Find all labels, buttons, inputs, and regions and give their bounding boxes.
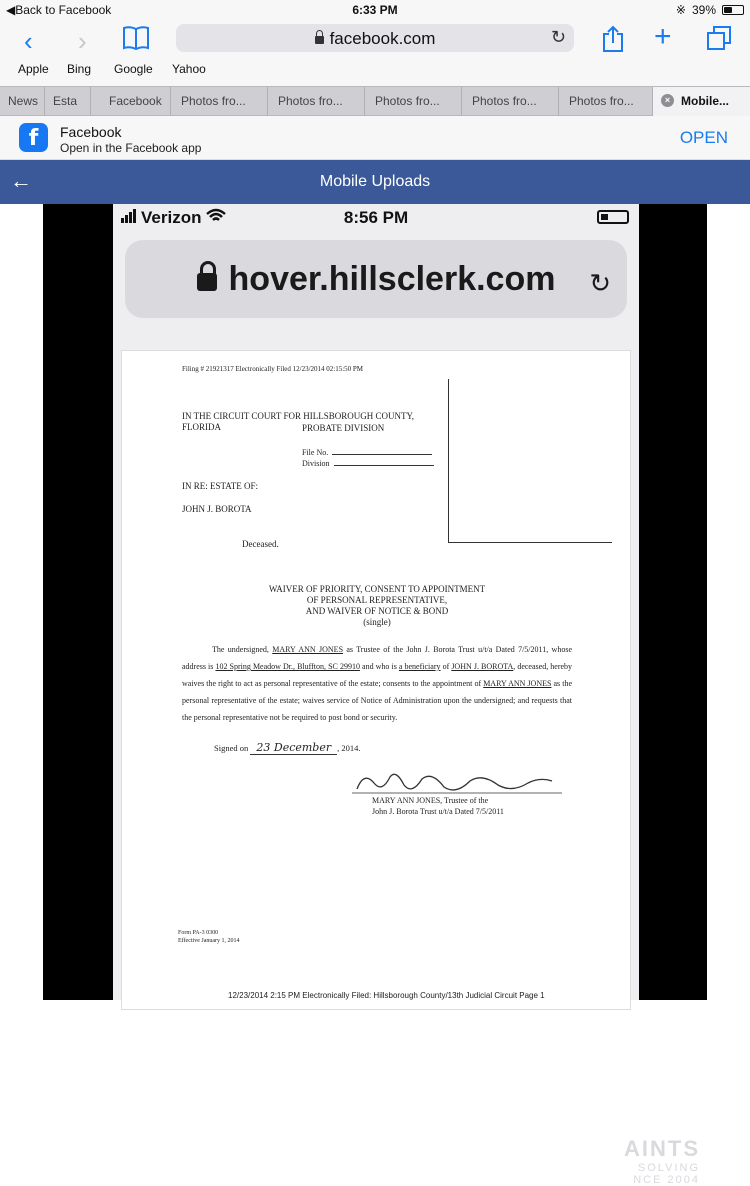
tab-photos-3[interactable]: Photos fro... — [365, 87, 462, 116]
new-tab-icon[interactable]: + — [654, 20, 672, 53]
heading-line4: (single) — [363, 617, 391, 627]
phone-url: hover.hillsclerk.com — [228, 260, 556, 298]
watermark-line3: NCE 2004 — [633, 1174, 700, 1186]
body-decedent: JOHN J. BOROTA — [451, 662, 514, 671]
app-banner-subtitle: Open in the Facebook app — [60, 141, 202, 155]
battery-percent: 39% — [691, 3, 716, 17]
body-part-2: as Trustee of the John J. Borota Trust u/t/a Dated 7/5/2011, whose address is — [182, 645, 572, 671]
signed-on-line — [214, 741, 360, 754]
body-part-6: as the personal representative of the estate; waives service of Notice of Administration upon the undersigned; and requests that the personal representative not be required to post bond or security. — [182, 679, 572, 722]
photo-viewer — [0, 204, 750, 1186]
back-to-app-link[interactable]: ◀Back to Facebook — [6, 3, 112, 17]
file-number-fields — [302, 447, 434, 469]
probate-division: PROBATE DIVISION — [302, 423, 385, 433]
forward-chevron-icon[interactable]: › — [78, 26, 87, 56]
body-appointee-name: MARY ANN JONES — [483, 679, 552, 688]
tab-photos-2[interactable]: Photos fro... — [268, 87, 365, 116]
app-banner — [0, 116, 750, 160]
bluetooth-icon: ※ — [675, 3, 686, 17]
filing-stamp: Filing # 21921317 Electronically Filed 12/23/2014 02:15:50 PM — [182, 365, 364, 373]
battery-fill — [724, 7, 732, 13]
tab-bar — [0, 86, 750, 116]
file-no-line — [332, 447, 432, 455]
phone-address-bar — [125, 240, 627, 318]
tab-photos-1[interactable]: Photos fro... — [171, 87, 268, 116]
court-caption-line1: IN THE CIRCUIT COURT FOR HILLSBOROUGH COUNTY, — [182, 411, 415, 421]
facebook-header — [0, 160, 750, 204]
body-address: 102 Spring Meadow Dr., Bluffton, SC 29910 — [215, 662, 360, 671]
division-line — [334, 458, 434, 466]
signature-line1: MARY ANN JONES, Trustee of the — [372, 796, 489, 805]
file-no-row — [302, 447, 434, 458]
phone-battery-icon — [597, 210, 629, 224]
bookmarks-icon[interactable] — [122, 25, 150, 56]
close-tab-icon[interactable]: × — [661, 94, 674, 107]
app-banner-name: Facebook — [60, 124, 122, 140]
form-line1: Form PA-3 0300 — [178, 930, 219, 936]
phone-time: 8:56 PM — [343, 208, 409, 227]
open-in-app-button[interactable]: OPEN — [679, 128, 728, 147]
phone-carrier-name: Verizon — [141, 208, 202, 227]
reload-icon[interactable]: ↻ — [550, 27, 566, 47]
signed-year: , 2014. — [337, 743, 361, 753]
waiver-body-text — [182, 641, 572, 726]
favorite-apple[interactable]: Apple — [18, 62, 49, 76]
status-right — [676, 3, 744, 17]
address-bar[interactable] — [176, 24, 574, 52]
watermark-logo — [624, 1136, 700, 1186]
phone-lock-icon — [197, 273, 217, 291]
decedent-name: JOHN J. BOROTA — [182, 504, 252, 514]
heading-line3: AND WAIVER OF NOTICE & BOND — [305, 606, 449, 616]
phone-reload-icon: ↻ — [589, 268, 611, 298]
tab-facebook[interactable]: Facebook — [91, 87, 171, 116]
battery-icon — [722, 5, 744, 15]
court-caption-line2: FLORIDA — [182, 422, 222, 432]
uploaded-photo[interactable] — [43, 204, 707, 1000]
body-part-3: and who is — [359, 662, 399, 671]
watermark-line1: AINTS — [624, 1136, 700, 1161]
heading-line2: OF PERSONAL REPRESENTATIVE, — [306, 595, 448, 605]
form-number — [178, 929, 240, 945]
facebook-logo-icon: f — [19, 123, 48, 152]
body-trustee-name: MARY ANN JONES — [272, 645, 344, 654]
status-bar — [0, 0, 750, 20]
favorite-google[interactable]: Google — [114, 62, 153, 76]
favorite-yahoo[interactable]: Yahoo — [172, 62, 206, 76]
file-no-label: File No. — [302, 448, 329, 457]
form-line2: Effective January 1, 2014 — [178, 938, 240, 944]
document-footer: 12/23/2014 2:15 PM Electronically Filed: Hillsborough County/13th Judicial Circuit Page 1 — [228, 991, 545, 1000]
status-time: 6:33 PM — [352, 3, 398, 17]
tab-news[interactable]: News — [0, 87, 45, 116]
tab-photos-5[interactable]: Photos fro... — [559, 87, 653, 116]
favorite-bing[interactable]: Bing — [67, 62, 92, 76]
body-relation: a beneficiary — [398, 662, 441, 671]
lock-icon — [315, 36, 324, 44]
body-part-5: , deceased, hereby waives the right to act as personal representative of the estate; consents to the appointment of — [182, 662, 573, 688]
deceased-label: Deceased. — [242, 539, 279, 549]
browser-toolbar — [0, 20, 750, 88]
phone-screenshot — [113, 204, 639, 1000]
watermark-line2: SOLVING — [637, 1162, 700, 1174]
signed-on-label: Signed on — [214, 743, 249, 753]
tab-mobile-active[interactable] — [653, 87, 750, 116]
tab-esta[interactable]: Esta — [45, 87, 91, 116]
signed-date-handwritten: 23 December — [250, 741, 337, 755]
tab-mobile-label: Mobile... — [681, 94, 729, 108]
address-bar-url: facebook.com — [329, 29, 436, 48]
signature-line2: John J. Borota Trust u/t/a Dated 7/5/2011 — [372, 807, 504, 816]
clerk-stamp-box — [448, 379, 612, 543]
phone-address-row — [125, 260, 627, 299]
court-document — [121, 350, 631, 1010]
body-part-1: The undersigned, — [212, 645, 273, 654]
tab-photos-4[interactable]: Photos fro... — [462, 87, 559, 116]
document-heading — [122, 584, 632, 628]
share-icon[interactable] — [602, 25, 624, 58]
in-re-label: IN RE: ESTATE OF: — [182, 481, 259, 491]
back-arrow-icon[interactable]: ← — [10, 168, 32, 193]
signature-block — [372, 795, 504, 817]
phone-battery-fill — [601, 214, 608, 220]
body-part-4: of — [440, 662, 452, 671]
heading-line1: WAIVER OF PRIORITY, CONSENT TO APPOINTMENT — [268, 584, 486, 594]
division-row — [302, 458, 434, 469]
tabs-overview-icon[interactable] — [706, 25, 732, 56]
address-bar-text-row — [176, 29, 574, 49]
back-to-app-label: Back to Facebook — [15, 3, 112, 17]
page-title: Mobile Uploads — [319, 173, 431, 190]
division-label: Division — [302, 459, 330, 468]
back-chevron-icon[interactable]: ‹ — [24, 26, 33, 56]
